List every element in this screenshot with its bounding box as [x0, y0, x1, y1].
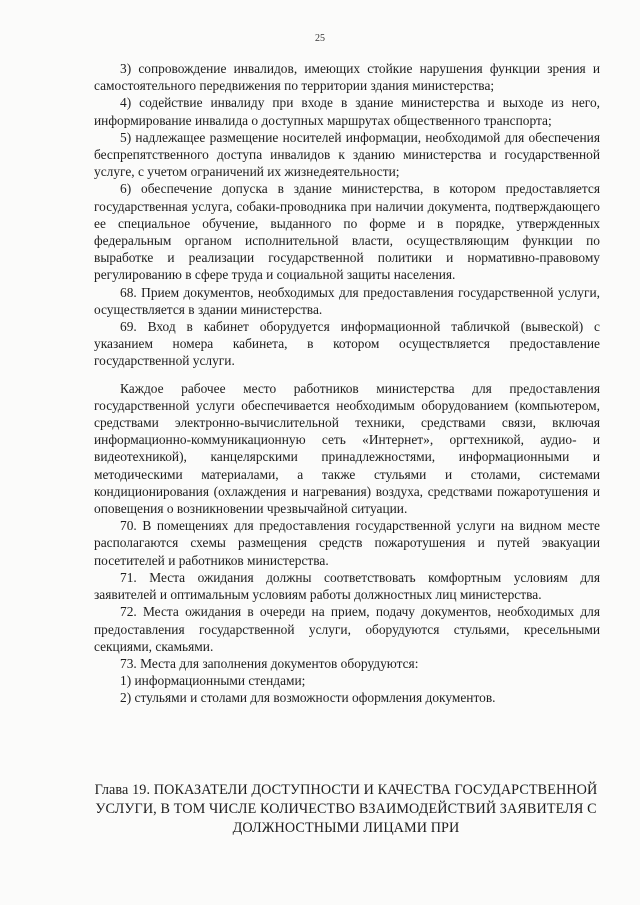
- paragraph-item-5: 5) надлежащее размещение носителей информации, необходимой для обеспечения беспрепятственного доступа инвалидов к зданию министерства и государственной услуге, с учетом ограничений их жизнедеятельности;: [94, 129, 600, 180]
- chapter-heading: Глава 19. ПОКАЗАТЕЛИ ДОСТУПНОСТИ И КАЧЕСТВА ГОСУДАРСТВЕННОЙ УСЛУГИ, В ТОМ ЧИСЛЕ КОЛИЧЕСТВО ВЗАИМОДЕЙСТВИЙ ЗАЯВИТЕЛЯ С ДОЛЖНОСТНЫМИ ЛИЦАМИ ПРИ: [94, 782, 598, 836]
- paragraph-68: 68. Прием документов, необходимых для предоставления государственной услуги, осуществляется в здании министерства.: [94, 284, 600, 317]
- paragraph-item-6: 6) обеспечение допуска в здание министерства, в котором предоставляется государственная услуга, собаки-проводника при наличии документа, подтверждающего ее специальное обучение, выданного по форме и в порядке, утвержденных федеральным органом исполнительной власти, осуществляющим функции по выработке и реализации государственной политики и нормативно-правовому регулированию в сфере труда и социальной защиты населения.: [94, 181, 600, 283]
- paragraph-73: 73. Места для заполнения документов оборудуются:: [120, 655, 419, 671]
- paragraph-73-item-2: 2) стульями и столами для возможности оформления документов.: [120, 690, 496, 706]
- page-number: 25: [315, 33, 325, 44]
- paragraph-69: 69. Вход в кабинет оборудуется информационной табличкой (вывеской) с указанием номера кабинета, в котором осуществляется предоставление государственной услуги.: [94, 319, 600, 369]
- paragraph-item-3: 3) сопровождение инвалидов, имеющих стойкие нарушения функции зрения и самостоятельного передвижения по территории здания министерства;: [94, 61, 600, 94]
- document-body: [94, 60, 600, 707]
- paragraph-71: 71. Места ожидания должны соответствовать комфортным условиям для заявителей и оптимальным условиям работы должностных лиц министерства.: [94, 569, 600, 603]
- paragraph-workplace: Каждое рабочее место работников министерства для предоставления государственной услуги обеспечивается необходимым оборудованием (компьютером, средствами электронно-вычислительной техники, средствами связи, включая информационно-коммуникационную сеть «Интернет», оргтехникой, аудио- и видеотехникой), канцелярскими принадлежностями, информационными и методическими материалами, а также стульями и столами, системами кондиционирования (охлаждения и нагревания) воздуха, средствами пожаротушения и оповещения о возникновении чрезвычайной ситуации.: [94, 380, 600, 517]
- paragraph-item-4: 4) содействие инвалиду при входе в здание министерства и выходе из него, информирование инвалида о доступных маршрутах общественного транспорта;: [94, 95, 600, 128]
- paragraph-73-item-1: 1) информационными стендами;: [120, 673, 306, 689]
- paragraph-70: 70. В помещениях для предоставления государственной услуги на видном месте располагаются схемы размещения средств пожаротушения и путей эвакуации посетителей и работников министерства.: [94, 518, 600, 568]
- paragraph-72: 72. Места ожидания в очереди на прием, подачу документов, необходимых для предоставления государственной услуги, оборудуются стульями, кресельными секциями, скамьями.: [94, 604, 600, 654]
